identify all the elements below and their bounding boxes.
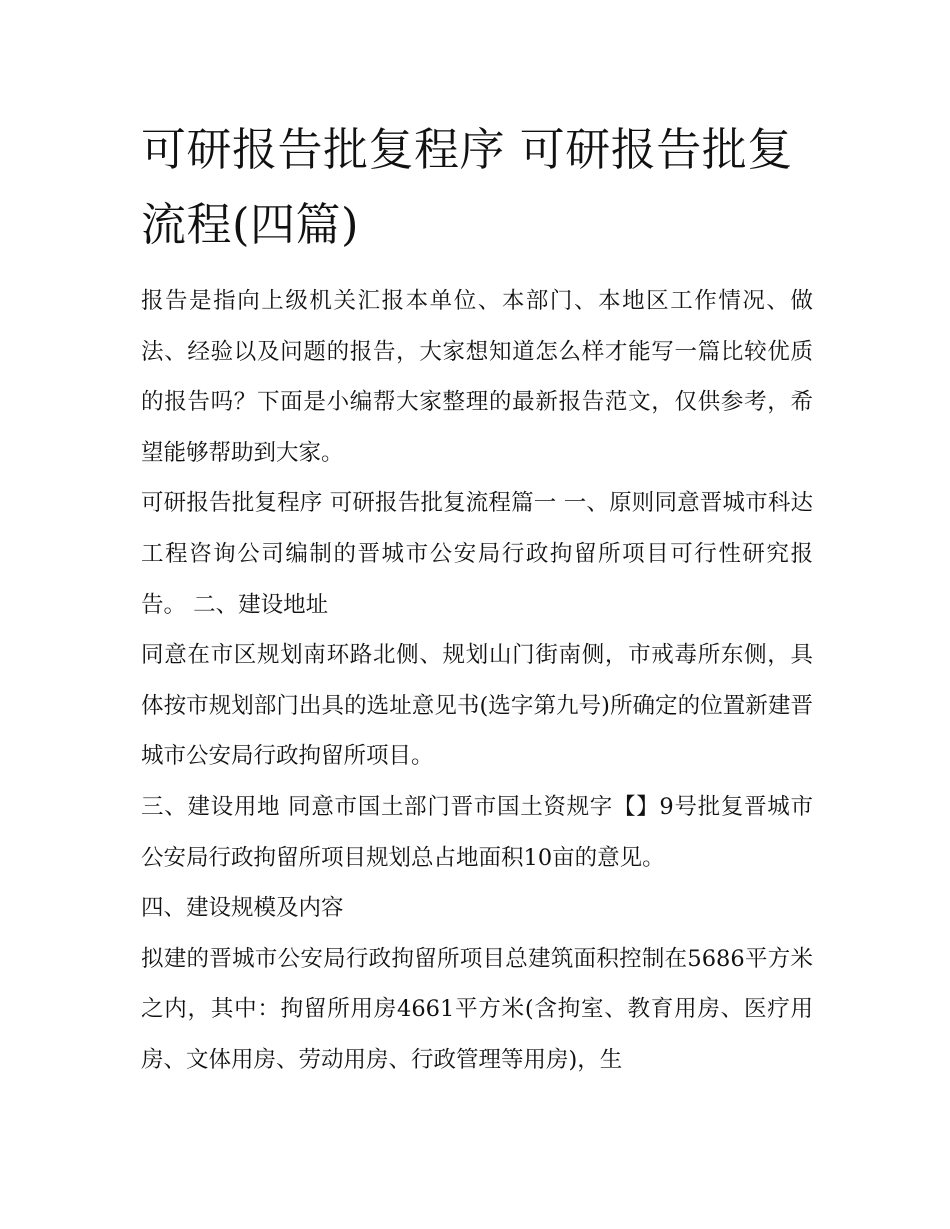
section-one-paragraph: 可研报告批复程序 可研报告批复流程篇一 一、原则同意晋城市科达工程咨询公司编制的晋城市公安局行政拘留所项目可行性研究报告。 二、建设地址 [141, 490, 813, 618]
title-spacer [141, 262, 813, 276]
document-title: 可研报告批复程序 可研报告批复流程(四篇) [141, 123, 793, 251]
intro-paragraph: 报告是指向上级机关汇报本单位、本部门、本地区工作情况、做法、经验以及问题的报告，大家想知道怎么样才能写一篇比较优质的报告吗？下面是小编帮大家整理的最新报告范文，仅供参考，希望能够帮助到大家。 [141, 288, 813, 466]
scale-detail-paragraph: 拟建的晋城市公安局行政拘留所项目总建筑面积控制在5686平方米之内，其中：拘留所用房4661平方米(含拘室、教育用房、医疗用房、文体用房、劳动用房、行政管理等用房)，生 [141, 945, 813, 1073]
document-page [141, 112, 813, 1086]
land-use-paragraph: 三、建设用地 同意市国土部门晋市国土资规字【】9号批复晋城市公安局行政拘留所项目规划总占地面积10亩的意见。 [141, 793, 813, 871]
scale-heading-paragraph: 四、建设规模及内容 [141, 895, 344, 922]
site-paragraph: 同意在市区规划南环路北侧、规划山门街南侧，市戒毒所东侧，具体按市规划部门出具的选址意见书(选字第九号)所确定的位置新建晋城市公安局行政拘留所项目。 [141, 642, 813, 770]
